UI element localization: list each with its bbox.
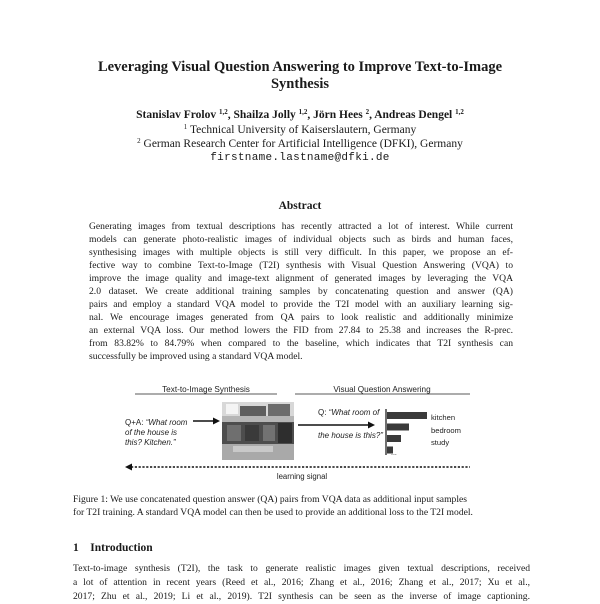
- qa-input-text: [125, 418, 188, 427]
- abstract-heading: Abstract: [278, 200, 322, 212]
- vqa-header: Visual Question Answering: [333, 385, 431, 394]
- section-number: 1: [73, 542, 79, 554]
- abstract-line: nal. We encourage images generated from QA pairs to look realistic and additionally minimize: [89, 312, 513, 324]
- arrowhead-icon: [213, 418, 220, 425]
- qa-quote-line: “What room: [145, 418, 188, 427]
- author-separator: ,: [369, 109, 375, 121]
- author-email: firstname.lastname@dfki.de: [210, 152, 390, 164]
- affiliation-mark: 1: [183, 123, 188, 131]
- figure-1: [125, 385, 475, 485]
- author-name: Andreas Dengel: [374, 109, 453, 121]
- section-heading: [73, 542, 153, 554]
- qa-quote-line: of the house is: [125, 428, 178, 437]
- answer-label-more: ...: [391, 450, 397, 457]
- learning-signal-label: learning signal: [276, 472, 328, 481]
- qa-quote-line: this? Kitchen.”: [125, 438, 176, 447]
- answer-label-bedroom: bedroom: [431, 426, 461, 435]
- affiliation-text: Technical University of Kaiserslautern, Germany: [189, 124, 417, 136]
- title-line-2: Synthesis: [270, 76, 330, 92]
- author-list: [0, 108, 600, 121]
- answer-bar-kitchen: [387, 412, 427, 419]
- question-label: Q:: [318, 408, 329, 417]
- intro-line: a lot of attention in recent years (Reed et al., 2016; Zhang et al., 2016; Zhang et al., 2017; Xu et al.,: [73, 577, 530, 588]
- question-line: “What room of: [328, 408, 380, 417]
- generated-kitchen-image: [222, 402, 294, 460]
- abstract-line: synthesising images with multiple objects is still very difficult. In this paper, we propose an ef-: [89, 247, 513, 259]
- answer-distribution-chart: [387, 412, 427, 454]
- abstract-line: an external VQA loss. Our method lowers the FID from 27.84 to 25.38 and increases the R-prec.: [89, 325, 513, 337]
- author-affiliation-mark: 1,2: [455, 108, 464, 116]
- affiliation-1: [0, 123, 600, 136]
- abstract-line: pairs and employ a standard VQA model to provide the T2I model with an auxiliary learning sig-: [89, 299, 513, 311]
- answer-bar-bedroom: [387, 424, 409, 431]
- caption-line: Figure 1: We use concatenated question answer (QA) pairs from VQA data as additional input samples: [73, 494, 467, 505]
- answer-label-study: study: [431, 438, 450, 447]
- title-line-1: Leveraging Visual Question Answering to Improve Text-to-Image: [97, 59, 503, 75]
- author-separator: ,: [227, 109, 234, 121]
- introduction-body: [73, 562, 530, 604]
- caption-line: for T2I training. A standard VQA model can then be used to provide an additional loss to the T2I model.: [73, 507, 473, 518]
- abstract-line: fective way to combine Text-to-Image (T2I) synthesis with Visual Question Answering (VQA) to: [89, 260, 513, 272]
- arrowhead-icon: [125, 464, 132, 471]
- abstract-line: models can generate photo-realistic images of individual objects such as birds and human faces,: [89, 234, 513, 246]
- text-to-image-header: Text-to-Image Synthesis: [162, 385, 250, 394]
- abstract-line: Generating images from textual descriptions has recently attracted a lot of interest. While current: [89, 221, 513, 232]
- author-separator: ,: [307, 109, 314, 121]
- author-name: Shailza Jolly: [233, 109, 296, 121]
- author-affiliation-mark: 1,2: [218, 108, 228, 116]
- author-name: Jörn Hees: [313, 109, 363, 121]
- affiliation-text: German Research Center for Artificial Intelligence (DFKI), Germany: [143, 138, 463, 150]
- abstract-line: successfully be improved using a standard VQA model.: [89, 351, 303, 363]
- section-title: Introduction: [90, 542, 153, 554]
- arrowhead-icon: [368, 422, 375, 429]
- affiliation-2: [0, 137, 600, 150]
- vqa-question-text: [318, 408, 380, 417]
- abstract-body: [89, 220, 513, 364]
- intro-line: Text-to-image synthesis (T2I), the task to generate realistic images given textual descriptions, received: [73, 563, 530, 574]
- qa-label: Q+A:: [125, 418, 146, 427]
- author-affiliation-mark: 1,2: [298, 108, 308, 116]
- affiliation-mark: 2: [137, 137, 141, 145]
- intro-line: 2017; Zhu et al., 2019; Li et al., 2019). T2I synthesis can be seen as the inverse of image captioning.: [73, 591, 530, 602]
- abstract-line: from 83.82% to 84.79% when compared to the baseline, which indicates that T2I synthesis can: [89, 338, 513, 350]
- figure-caption: [73, 493, 530, 519]
- author-name: Stanislav Frolov: [136, 109, 217, 121]
- answer-bar-study: [387, 435, 401, 442]
- question-line: the house is this?”: [318, 431, 383, 440]
- abstract-line: 2.0 dataset. We create additional training samples by concatenating question and answer (QA): [89, 286, 513, 298]
- abstract-line: improve the image quality and image-text alignment of generated images by leveraging the VQA: [89, 273, 513, 285]
- answer-label-kitchen: kitchen: [431, 413, 456, 422]
- paper-title: [0, 59, 600, 93]
- author-affiliation-mark: 2: [365, 108, 370, 116]
